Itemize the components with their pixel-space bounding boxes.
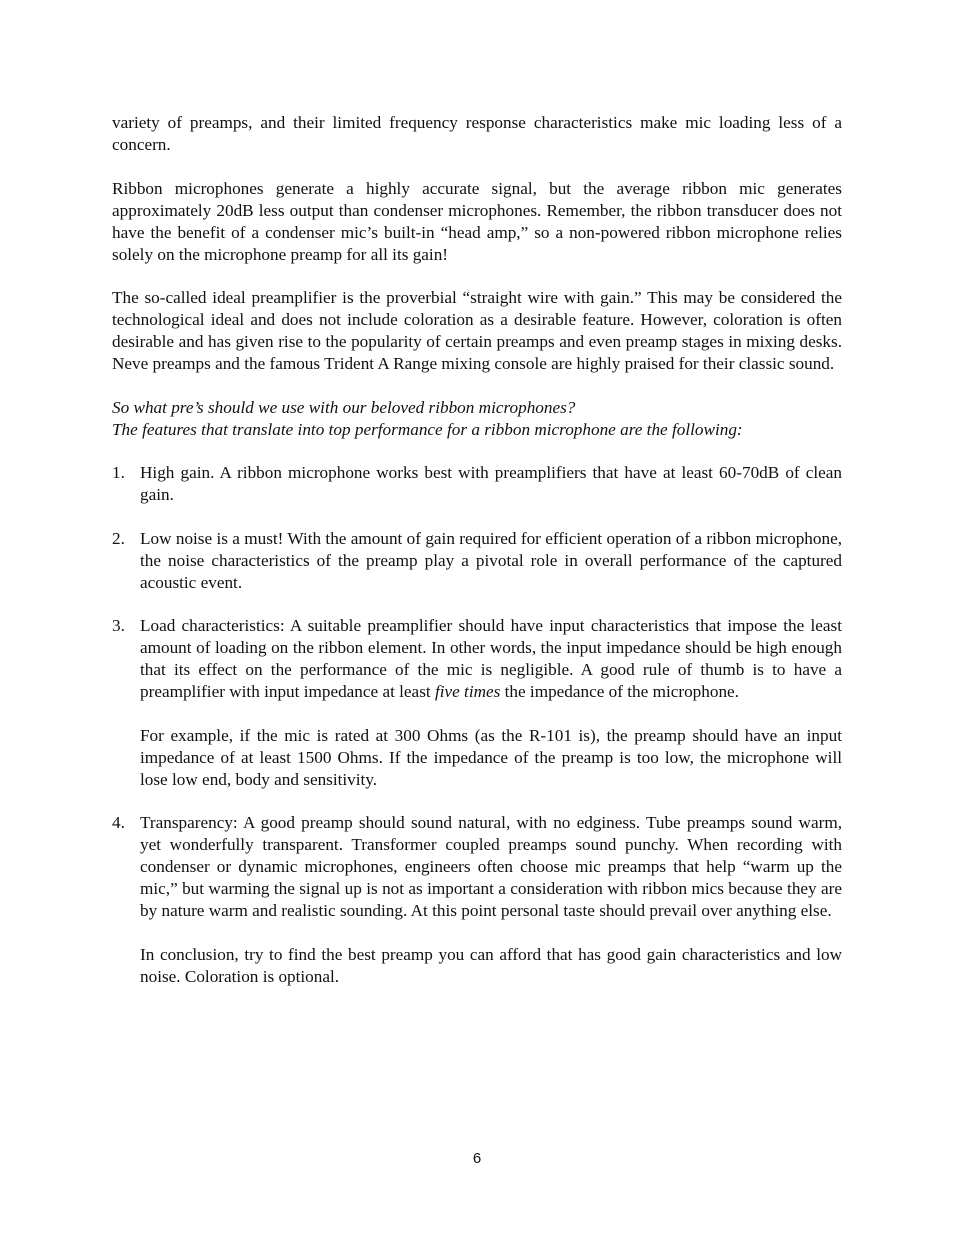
question-which-preamps: So what pre’s should we use with our beloved ribbon microphones? bbox=[112, 397, 576, 417]
list-number: 3. bbox=[112, 616, 125, 635]
question-block bbox=[112, 397, 842, 441]
list-item-text: High gain. A ribbon microphone works best with preamplifiers that have at least 60-70dB of clean gain. bbox=[140, 463, 842, 504]
emphasis-five-times: five times bbox=[434, 682, 501, 701]
text-before-emphasis: Load characteristics: A suitable preamplifier should have input characteristics that impose the least amount of loading on the ribbon element. In other words, the input impedance should be high enough that its effect on the performance of the mic is negligible. A good rule of thumb is to have a preamplifier with input impedance at least bbox=[140, 616, 842, 701]
feature-list bbox=[112, 462, 842, 988]
paragraph-preamp-variety: variety of preamps, and their limited frequency response characteristics make mic loading less of a concern. bbox=[112, 113, 842, 154]
list-item-text: Transparency: A good preamp should sound natural, with no edginess. Tube preamps sound warm, yet wonderfully transparent. Transformer coupled preamps sound punchy. When recording with condenser or dynamic microphones, engineers often choose mic preamps that help “warm up the mic,” but warming the signal up is not as important a consideration with ribbon mics because they are by nature warm and realistic sounding. At this point personal taste should prevail over anything else. bbox=[140, 813, 842, 920]
list-item-text: Low noise is a must! With the amount of gain required for efficient operation of a ribbon microphone, the noise characteristics of the preamp play a pivotal role in overall performance of the captured acoustic event. bbox=[140, 528, 842, 592]
paragraph-ideal-preamp: The so-called ideal preamplifier is the proverbial “straight wire with gain.” This may be considered the technological ideal and does not include coloration as a desirable feature. However, coloration is often desirable and has given rise to the popularity of certain preamps and even preamp stages in mixing desks. Neve preamps and the famous Trident A Range mixing console are highly praised for their classic sound. bbox=[112, 288, 842, 373]
list-item-text bbox=[140, 615, 842, 703]
list-number: 2. bbox=[112, 528, 125, 548]
list-item-low-noise bbox=[112, 528, 842, 594]
list-number: 1. bbox=[112, 463, 125, 482]
page-number: 6 bbox=[472, 1150, 482, 1167]
text-after-emphasis: the impedance of the microphone. bbox=[504, 682, 739, 701]
list-item-conclusion: In conclusion, try to find the best preamp you can afford that has good gain characteristics and low noise. Coloration is optional. bbox=[140, 944, 842, 986]
list-item-load-characteristics bbox=[112, 615, 842, 791]
list-item-transparency bbox=[112, 812, 842, 988]
list-item-high-gain bbox=[112, 462, 842, 506]
question-features-intro: The features that translate into top performance for a ribbon microphone are the following: bbox=[112, 419, 743, 439]
list-item-example: For example, if the mic is rated at 300 Ohms (as the R-101 is), the preamp should have an input impedance of at least 1500 Ohms. If the impedance of the preamp is too low, the microphone will lose low end, body and sensitivity. bbox=[140, 725, 842, 789]
page-body bbox=[112, 112, 842, 1009]
paragraph-ribbon-output: Ribbon microphones generate a highly accurate signal, but the average ribbon mic generates approximately 20dB less output than condenser microphones. Remember, the ribbon transducer does not have the benefit of a condenser mic’s built-in “head amp,” so a non-powered ribbon microphone relies solely on the microphone preamp for all its gain! bbox=[112, 178, 842, 264]
list-number: 4. bbox=[112, 813, 125, 832]
